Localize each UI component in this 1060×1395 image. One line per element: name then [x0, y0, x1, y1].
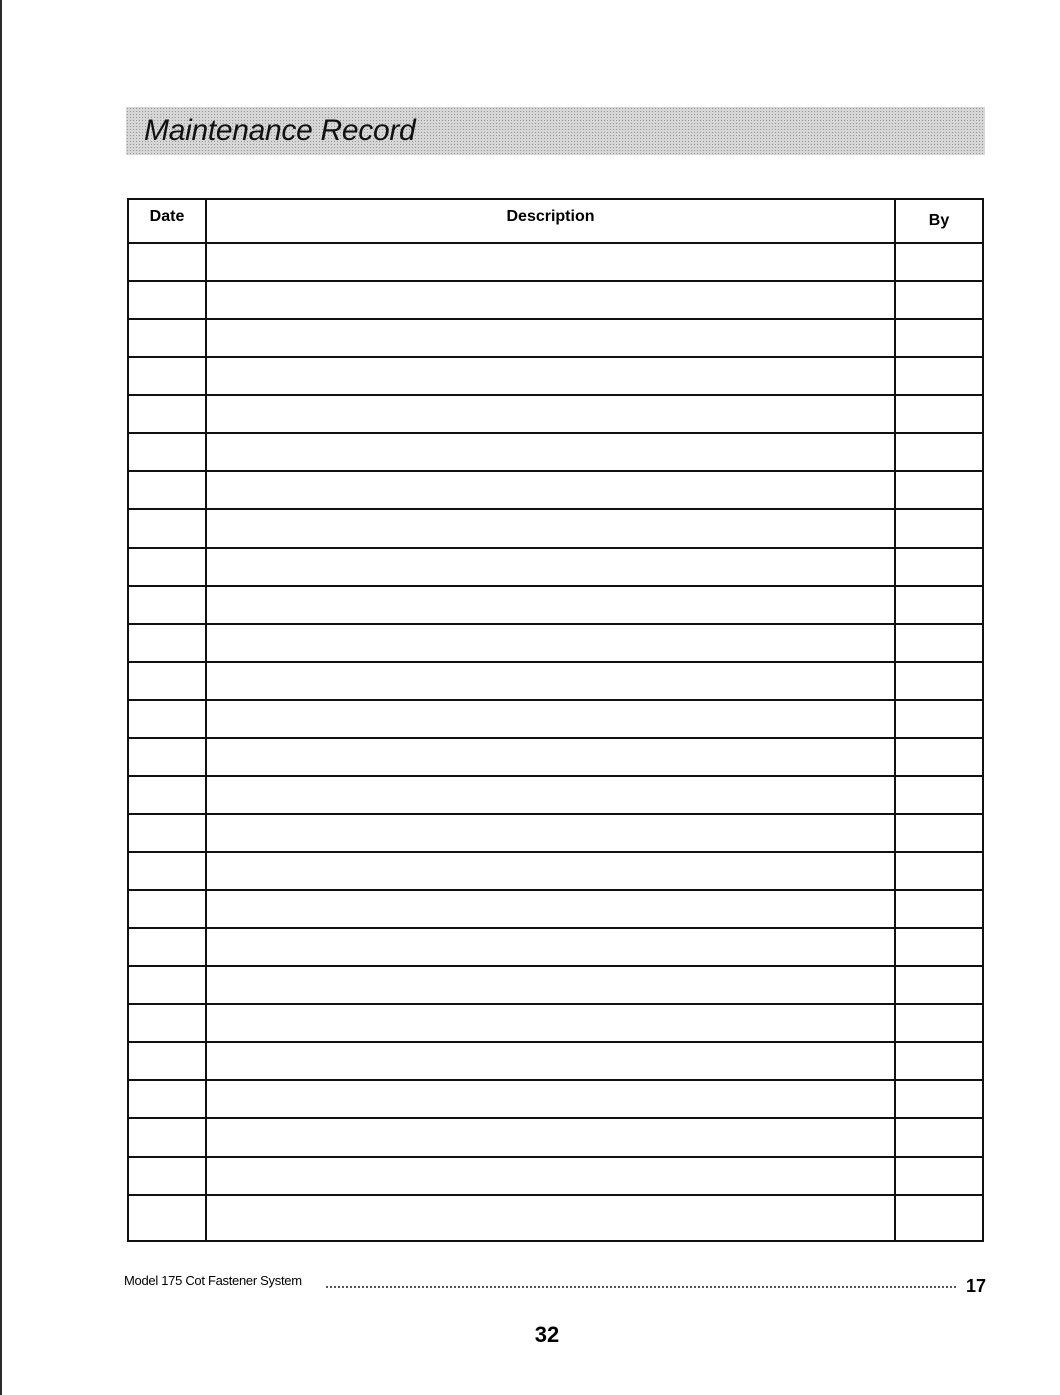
- table-row: [128, 471, 983, 509]
- table-row: [128, 395, 983, 433]
- table-row: [128, 586, 983, 624]
- description-cell[interactable]: [206, 624, 895, 662]
- description-cell[interactable]: [206, 319, 895, 357]
- date-cell[interactable]: [128, 548, 206, 586]
- by-cell[interactable]: [895, 700, 983, 738]
- description-cell[interactable]: [206, 928, 895, 966]
- table-row: [128, 1004, 983, 1042]
- title-band: [126, 107, 985, 155]
- footer-page-label: 17: [966, 1276, 987, 1296]
- description-cell[interactable]: [206, 700, 895, 738]
- table-row: [128, 243, 983, 281]
- by-cell[interactable]: [895, 624, 983, 662]
- table-header-row: [128, 199, 983, 243]
- table-row: [128, 1080, 983, 1118]
- table-row: [128, 738, 983, 776]
- date-cell[interactable]: [128, 1080, 206, 1118]
- table-row: [128, 1157, 983, 1195]
- by-cell[interactable]: [895, 1004, 983, 1042]
- date-cell[interactable]: [128, 471, 206, 509]
- by-cell[interactable]: [895, 1157, 983, 1195]
- table-row: [128, 357, 983, 395]
- by-cell[interactable]: [895, 319, 983, 357]
- table-row: [128, 1195, 983, 1241]
- description-cell[interactable]: [206, 357, 895, 395]
- table-row: [128, 624, 983, 662]
- footer-dot-leader: [326, 1286, 956, 1288]
- date-cell[interactable]: [128, 1118, 206, 1156]
- date-cell[interactable]: [128, 662, 206, 700]
- by-cell[interactable]: [895, 814, 983, 852]
- date-cell[interactable]: [128, 433, 206, 471]
- description-cell[interactable]: [206, 243, 895, 281]
- page-number: 32: [534, 1322, 560, 1347]
- description-cell[interactable]: [206, 966, 895, 1004]
- by-cell[interactable]: [895, 509, 983, 547]
- by-cell[interactable]: [895, 433, 983, 471]
- date-cell[interactable]: [128, 700, 206, 738]
- table-row: [128, 928, 983, 966]
- description-cell[interactable]: [206, 738, 895, 776]
- by-cell[interactable]: [895, 852, 983, 890]
- date-cell[interactable]: [128, 890, 206, 928]
- table-row: [128, 966, 983, 1004]
- date-cell[interactable]: [128, 243, 206, 281]
- description-cell[interactable]: [206, 776, 895, 814]
- date-cell[interactable]: [128, 395, 206, 433]
- by-cell[interactable]: [895, 548, 983, 586]
- date-cell[interactable]: [128, 814, 206, 852]
- table-row: [128, 776, 983, 814]
- table-row: [128, 281, 983, 319]
- by-cell[interactable]: [895, 890, 983, 928]
- table-row: [128, 814, 983, 852]
- column-header-description: Description: [206, 199, 895, 243]
- table-row: [128, 890, 983, 928]
- date-cell[interactable]: [128, 319, 206, 357]
- description-cell[interactable]: [206, 1004, 895, 1042]
- description-cell[interactable]: [206, 1195, 895, 1241]
- description-cell[interactable]: [206, 1042, 895, 1080]
- by-cell[interactable]: [895, 243, 983, 281]
- by-cell[interactable]: [895, 1195, 983, 1241]
- date-cell[interactable]: [128, 928, 206, 966]
- table-row: [128, 700, 983, 738]
- page-title: Maintenance Record: [144, 114, 416, 147]
- date-cell[interactable]: [128, 509, 206, 547]
- by-cell[interactable]: [895, 1042, 983, 1080]
- description-cell[interactable]: [206, 1157, 895, 1195]
- description-cell[interactable]: [206, 852, 895, 890]
- description-cell[interactable]: [206, 395, 895, 433]
- table-row: [128, 1042, 983, 1080]
- table-row: [128, 548, 983, 586]
- by-cell[interactable]: [895, 738, 983, 776]
- by-cell[interactable]: [895, 395, 983, 433]
- by-cell[interactable]: [895, 1080, 983, 1118]
- description-cell[interactable]: [206, 509, 895, 547]
- table-row: [128, 433, 983, 471]
- date-cell[interactable]: [128, 1004, 206, 1042]
- date-cell[interactable]: [128, 852, 206, 890]
- date-cell[interactable]: [128, 738, 206, 776]
- maintenance-record-table: [127, 198, 984, 1242]
- by-cell[interactable]: [895, 966, 983, 1004]
- date-cell[interactable]: [128, 1195, 206, 1241]
- column-header-date: Date: [128, 199, 206, 243]
- date-cell[interactable]: [128, 1042, 206, 1080]
- date-cell[interactable]: [128, 357, 206, 395]
- footer-model-name: Model 175 Cot Fastener System: [124, 1273, 302, 1288]
- by-cell[interactable]: [895, 776, 983, 814]
- table-row: [128, 662, 983, 700]
- description-cell[interactable]: [206, 548, 895, 586]
- table-row: [128, 319, 983, 357]
- by-cell[interactable]: [895, 281, 983, 319]
- description-cell[interactable]: [206, 1080, 895, 1118]
- date-cell[interactable]: [128, 776, 206, 814]
- description-cell[interactable]: [206, 433, 895, 471]
- description-cell[interactable]: [206, 814, 895, 852]
- table-row: [128, 852, 983, 890]
- page-left-edge: [0, 0, 2, 1395]
- date-cell[interactable]: [128, 1157, 206, 1195]
- by-cell[interactable]: [895, 1118, 983, 1156]
- table-body: [128, 243, 983, 1241]
- table-row: [128, 1118, 983, 1156]
- by-cell[interactable]: [895, 357, 983, 395]
- description-cell[interactable]: [206, 1118, 895, 1156]
- description-cell[interactable]: [206, 662, 895, 700]
- date-cell[interactable]: [128, 624, 206, 662]
- description-cell[interactable]: [206, 471, 895, 509]
- by-cell[interactable]: [895, 471, 983, 509]
- table-row: [128, 509, 983, 547]
- description-cell[interactable]: [206, 586, 895, 624]
- column-header-by: By: [895, 199, 983, 243]
- date-cell[interactable]: [128, 281, 206, 319]
- by-cell[interactable]: [895, 928, 983, 966]
- by-cell[interactable]: [895, 586, 983, 624]
- date-cell[interactable]: [128, 586, 206, 624]
- description-cell[interactable]: [206, 890, 895, 928]
- date-cell[interactable]: [128, 966, 206, 1004]
- description-cell[interactable]: [206, 281, 895, 319]
- by-cell[interactable]: [895, 662, 983, 700]
